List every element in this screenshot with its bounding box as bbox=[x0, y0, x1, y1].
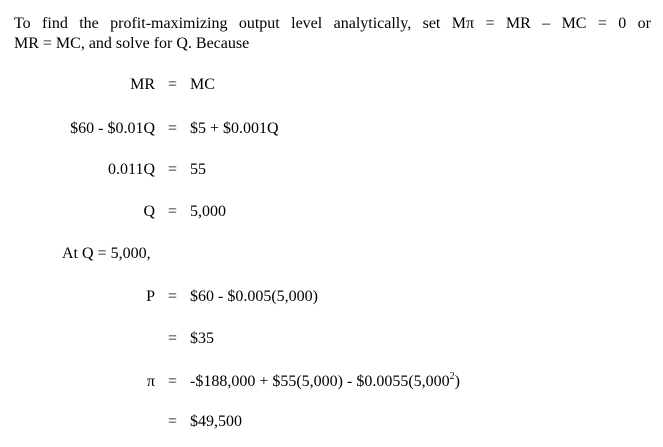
intro-paragraph bbox=[14, 14, 654, 54]
result-rhs bbox=[190, 371, 460, 393]
equation-rhs: $5 + $0.001Q bbox=[190, 120, 279, 137]
result-rhs: $49,500 bbox=[190, 413, 242, 430]
evaluation-note: At Q = 5,000, bbox=[62, 245, 151, 262]
equation-rhs: 55 bbox=[190, 161, 206, 178]
profit-expression: -$188,000 + $55(5,000) - $0.0055(5,000 bbox=[190, 373, 450, 390]
exponent: 2 bbox=[449, 370, 455, 382]
equation-row bbox=[0, 74, 663, 96]
equals-sign: = bbox=[168, 76, 178, 93]
equation-row bbox=[0, 118, 663, 140]
result-row bbox=[0, 328, 663, 350]
result-lhs: P bbox=[146, 288, 155, 305]
intro-line-2: MR = MC, and solve for Q. Because bbox=[14, 35, 250, 52]
equation-row bbox=[0, 201, 663, 223]
equation-rhs: MC bbox=[190, 76, 215, 93]
result-rhs: $60 - $0.005(5,000) bbox=[190, 288, 318, 305]
profit-symbol: π bbox=[146, 373, 155, 390]
equation-row bbox=[0, 159, 663, 181]
intro-line-1: To find the profit-maximizing output level analytically, set Mπ = MR – MC = 0 or bbox=[14, 15, 651, 32]
equals-sign: = bbox=[168, 373, 178, 390]
closing-paren: ) bbox=[454, 373, 460, 390]
equals-sign: = bbox=[168, 120, 178, 137]
equation-rhs: 5,000 bbox=[190, 203, 226, 220]
equals-sign: = bbox=[168, 288, 178, 305]
equation-lhs: 0.011Q bbox=[108, 161, 155, 178]
equals-sign: = bbox=[168, 413, 178, 430]
equals-sign: = bbox=[168, 330, 178, 347]
result-row bbox=[0, 371, 663, 393]
equation-lhs: $60 - $0.01Q bbox=[70, 120, 155, 137]
result-row bbox=[0, 286, 663, 308]
equation-lhs: MR bbox=[130, 76, 155, 93]
result-rhs: $35 bbox=[190, 330, 214, 347]
equals-sign: = bbox=[168, 161, 178, 178]
equation-lhs: Q bbox=[143, 203, 155, 220]
result-row bbox=[0, 411, 663, 433]
equals-sign: = bbox=[168, 203, 178, 220]
